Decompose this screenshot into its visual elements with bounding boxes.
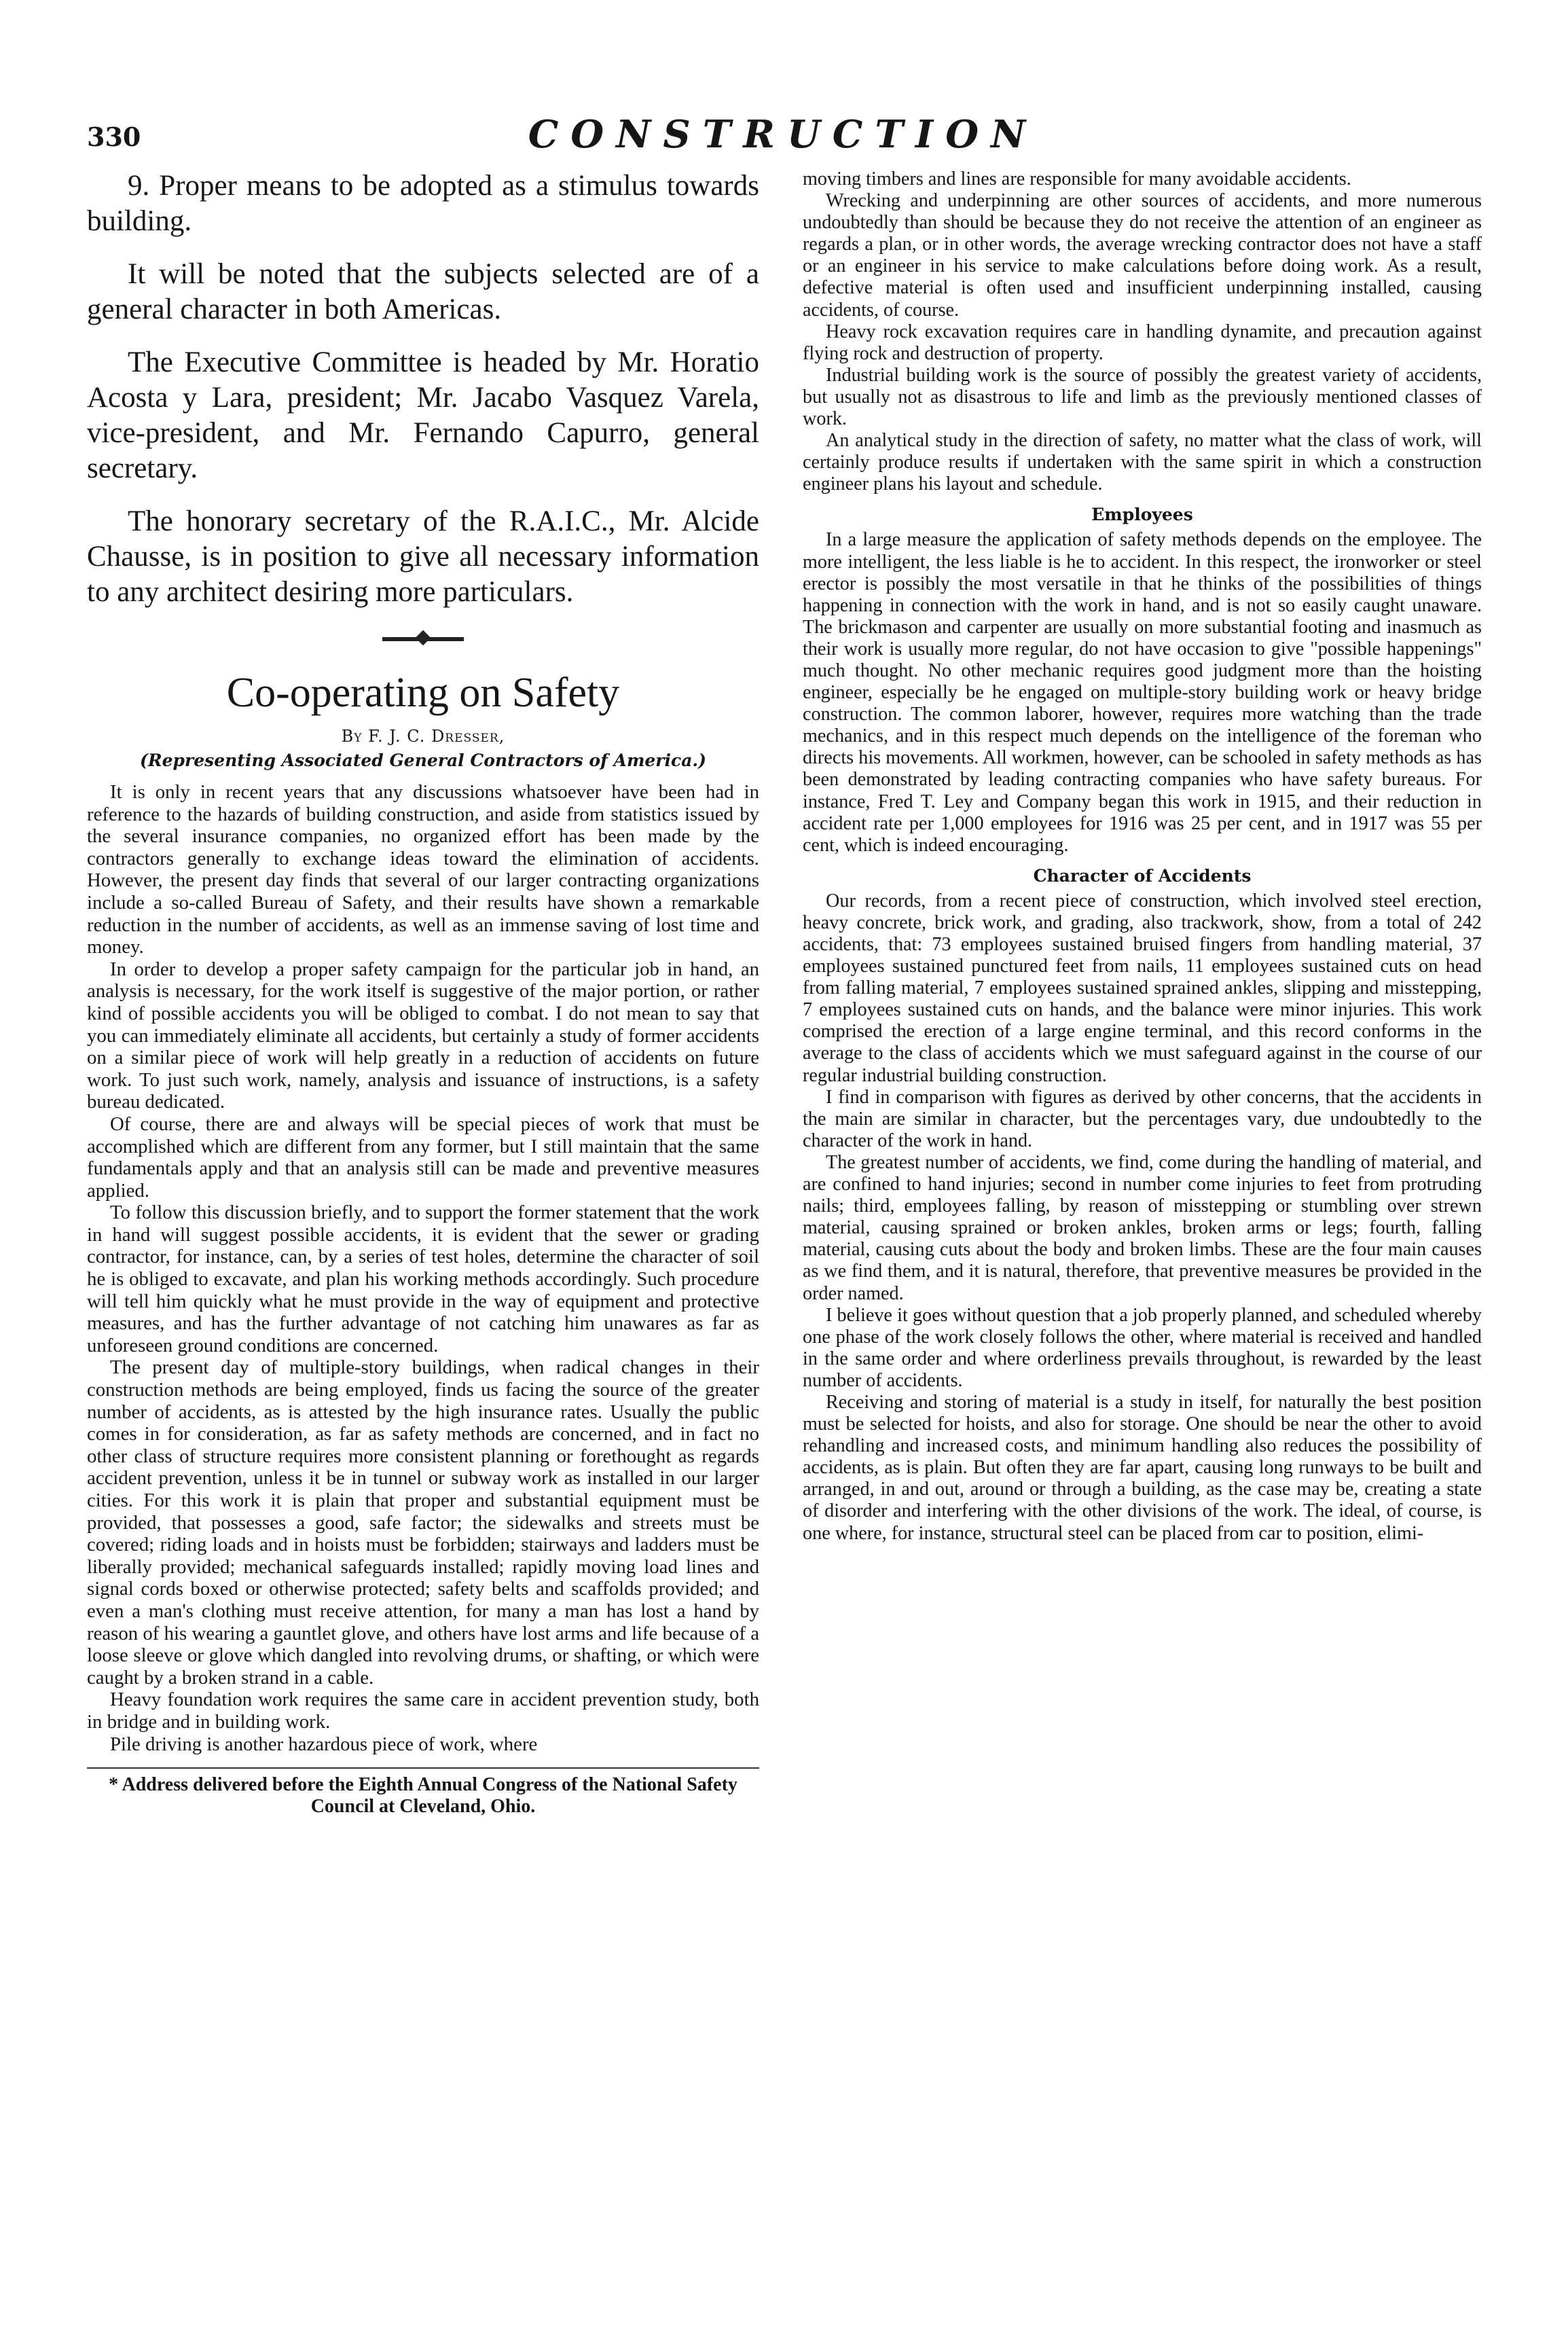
article-paragraph: Receiving and storing of material is a study in itself, for naturally the best position must be selected for hoists, and also for storage. One should be near the other to avoid rehandling and increased costs, and minimum handling also reduces the possibility of accidents, as is plain. But often they are far apart, causing long runways to be built and arranged, in and out, around or through a building, as the case may be, creating a state of disorder and interfering with the other divisions of the work. The ideal, of course, is one where, for instance, structural steel can be placed from car to position, elimi-: [803, 1391, 1482, 1544]
article-paragraph: An analytical study in the direction of safety, no matter what the class of work, will certainly produce results if undertaken with the same spirit in which a construction engineer plans his layout and schedule.: [803, 430, 1482, 495]
intro-paragraph: The Executive Committee is headed by Mr. Horatio Acosta y Lara, president; Mr. Jacabo Vasquez Varela, vice-president, and Mr. Fernando Capurro, general secretary.: [87, 346, 759, 484]
article-paragraph: I believe it goes without question that a job properly planned, and scheduled whereby one phase of the work closely follows the other, where material is received and handled in the same order and where orderliness prevails throughout, is rewarded by the least number of accidents.: [803, 1304, 1482, 1391]
footnote: * Address delivered before the Eighth Annual Congress of the National Safety Council at Cleveland, Ohio.: [109, 1774, 737, 1818]
article-paragraph: Pile driving is another hazardous piece of work, where: [110, 1733, 538, 1755]
article-paragraph: Industrial building work is the source of possibly the greatest variety of accidents, but usually not as disastrous to life and limb as the previously mentioned classes of work.: [803, 364, 1482, 430]
author-affiliation: (Representing Associated General Contractors of America.): [140, 751, 706, 770]
article-paragraph: I find in comparison with figures as derived by other concerns, that the accidents in the main are similar in character, but the percentages vary, due undoubtedly to the character of the work in hand.: [803, 1086, 1482, 1151]
page-number: 330: [87, 122, 141, 152]
section-divider-ornament: [382, 637, 464, 641]
article-paragraph: Our records, from a recent piece of construction, which involved steel erection, heavy concrete, brick work, and grading, also trackwork, show, from a total of 242 accidents, that: 73 employees sustained bruised fingers from handling material, 37 employees sustained punctured feet from nails, 11 employees sustained cuts on head from falling material, 7 employees sustained sprained ankles, slipping and misstepping, 7 employees sustained cuts on hands, and the balance were minor injuries. This work comprised the erection of a large engine terminal, and this record conforms in the average to the class of accidents which we must safeguard against in the course of our regular industrial building construction.: [803, 890, 1482, 1086]
section-heading-employees: Employees: [1091, 505, 1193, 525]
article-paragraph: Of course, there are and always will be special pieces of work that must be accomplished which are different from any former, but I still maintain that the same fundamentals apply and that an analysis still can be made and preventive measures applied.: [87, 1113, 759, 1202]
intro-paragraph: The honorary secretary of the R.A.I.C., Mr. Alcide Chausse, is in position to give all necessary information to any architect desiring more particulars.: [87, 505, 759, 608]
article-paragraph: To follow this discussion briefly, and to support the former statement that the work in hand will suggest possible accidents, it is evident that the sewer or grading contractor, for instance, can, by a series of test holes, determine the character of soil he is obliged to excavate, and plan his working methods accordingly. Such procedure will tell him quickly what he must provide in the way of equipment and protective measures, and has the further advantage of not catching him unawares as far as unforeseen ground conditions are concerned.: [87, 1202, 759, 1356]
article-paragraph: In a large measure the application of safety methods depends on the employee. The more intelligent, the less liable is he to accident. In this respect, the ironworker or steel erector is possibly the most versatile in that he thinks of the possibilities of things happening in connection with the work in hand, and is not so easily caught unaware. The brickmason and carpenter are usually on more substantial footing and inasmuch as their work is usually more regular, do not have occasion to give "possible happenings" much thought. No other mechanic requires good judgment more than the hoisting engineer, especially be he engaged on multiple-story building work or heavy bridge construction. The common laborer, however, requires more watching than the trade mechanics, and in this respect much depends on the intelligence of the foreman who directs his movements. All workmen, however, can be schooled in safety methods as has been demonstrated by leading contracting companies who have safety bureaus. For instance, Fred T. Ley and Company began this work in 1915, and their reduction in accident rate per 1,000 employees for 1916 was 25 per cent, and in 1917 was 55 per cent, which is indeed encouraging.: [803, 529, 1482, 856]
article-paragraph: Wrecking and underpinning are other sources of accidents, and more numerous undoubtedly than should be because they do not receive the attention of an engineer as regards a plan, or in other words, the average wrecking contractor does not have a staff or an engineer in his service to make calculations before doing work. As a result, defective material is often used and insufficient underpinning installed, causing accidents, of course.: [803, 190, 1482, 321]
article-paragraph: In order to develop a proper safety campaign for the particular job in hand, an analysis is necessary, for the work itself is suggestive of the major portion, or rather kind of possible accidents you will be obliged to combat. I do not mean to say that you can immediately eliminate all accidents, but certainly a study of former accidents on a similar piece of work will help greatly in a reduction of accidents on future work. To just such work, namely, analysis and issuance of instructions, is a safety bureau dedicated.: [87, 958, 759, 1113]
intro-paragraph: It will be noted that the subjects selected are of a general character in both Americas.: [87, 258, 759, 325]
article-paragraph: moving timbers and lines are responsible for many avoidable accidents.: [803, 168, 1351, 190]
article-paragraph: Heavy foundation work requires the same care in accident prevention study, both in bridge and in building work.: [87, 1689, 759, 1733]
article-paragraph: Heavy rock excavation requires care in handling dynamite, and precaution against flying rock and destruction of property.: [803, 321, 1482, 364]
intro-paragraph: 9. Proper means to be adopted as a stimulus towards building.: [87, 170, 759, 237]
footnote-rule: [87, 1767, 759, 1769]
article-paragraph: The greatest number of accidents, we find, come during the handling of material, and are confined to hand injuries; second in number come injuries to feet from protruding nails; third, employees falling, by reason of misstepping or stumbling over strewn material, causing sprained or broken ankles, broken arms or legs; fourth, falling material, causing cuts about the body and broken limbs. These are the four main causes as we find them, and it is natural, therefore, that preventive measures be provided in the order named.: [803, 1151, 1482, 1304]
article-paragraph: It is only in recent years that any discussions whatsoever have been had in reference to the hazards of building construction, and aside from statistics issued by the several insurance companies, no organized effort has been made by the contractors generally to exchange ideas toward the elimination of accidents. However, the present day finds that several of our larger contracting organizations include a so-called Bureau of Safety, and their results have shown a remarkable reduction in the number of accidents, as well as an immense saving of lost time and money.: [87, 781, 759, 958]
article-paragraph: The present day of multiple-story buildings, when radical changes in their construction methods are being employed, finds us facing the source of the greater number of accidents, as is attested by the high insurance rates. Usually the public comes in for consideration, as far as safety methods are concerned, and in fact no other class of structure requires more consistent planning or forethought as regards accident prevention, unless it be in tunnel or subway work as installed in our larger cities. For this work it is plain that proper and substantial equipment must be provided, that possesses a good, safe factor; the sidewalks and streets must be covered; riding loads and in hoists must be forbidden; stairways and ladders must be liberally provided; mechanical safeguards installed; rapidly moving load lines and signal cords boxed or otherwise protected; safety belts and scaffolds provided; and even a man's clothing must receive attention, for many a man has lost a hand by reason of his wearing a gauntlet glove, and others have lost arms and life because of a loose sleeve or glove which dangled into revolving drums, or shafting, or which were caught by a broken strand in a cable.: [87, 1356, 759, 1689]
article-byline: By F. J. C. Dresser,: [341, 727, 505, 746]
left-column: [87, 168, 759, 1818]
article-title: Co-operating on Safety: [226, 670, 620, 716]
section-heading-character-of-accidents: Character of Accidents: [1033, 865, 1252, 886]
page-header: [87, 112, 1479, 160]
journal-title: CONSTRUCTION: [528, 112, 1038, 157]
right-column: [803, 168, 1482, 1545]
